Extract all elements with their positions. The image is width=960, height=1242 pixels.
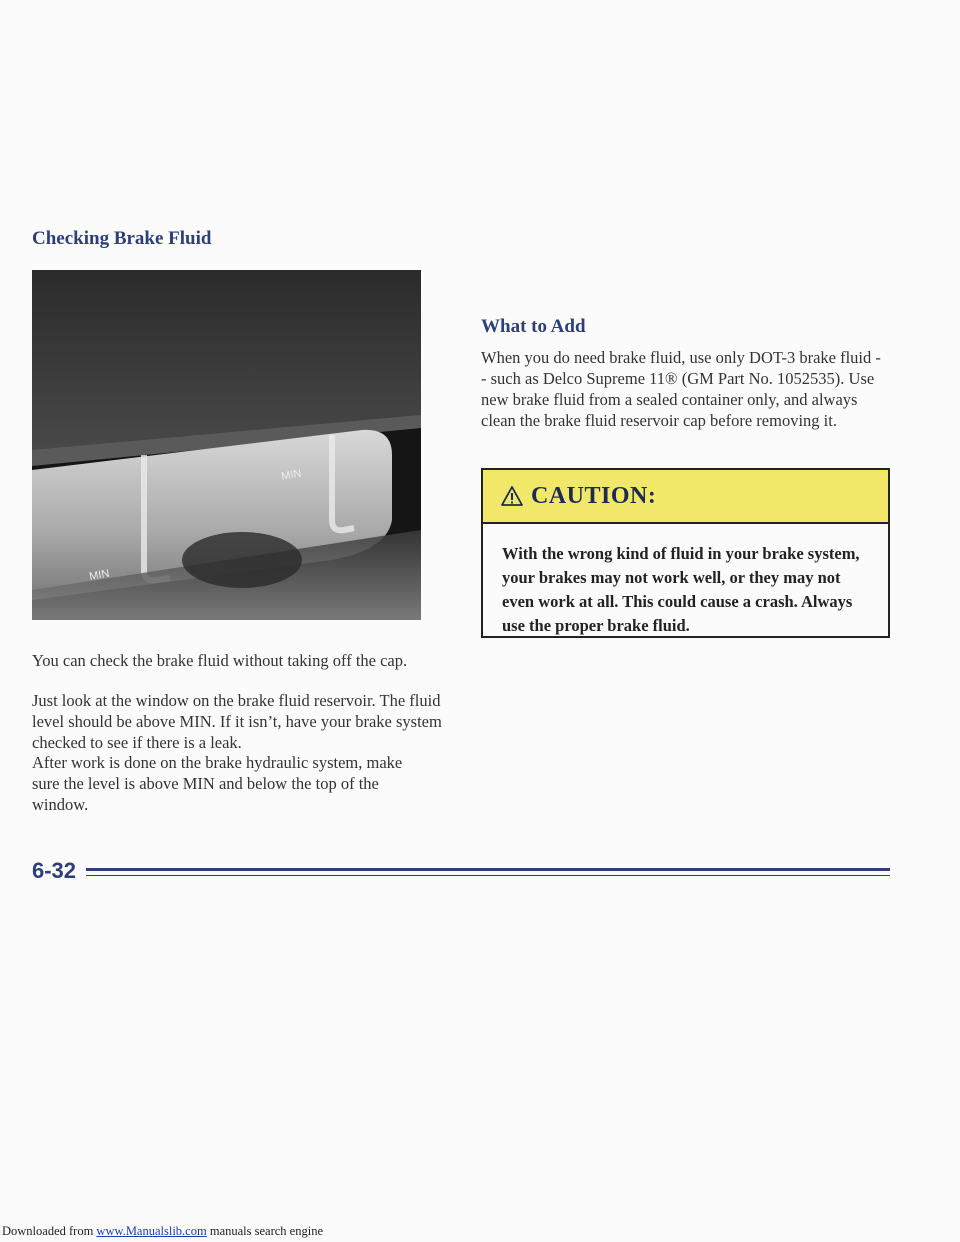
caution-label: CAUTION: (531, 482, 657, 509)
brake-fluid-reservoir-photo (32, 270, 421, 620)
footer-rule-thick (86, 868, 890, 871)
footer-rule-thin (86, 875, 890, 876)
reservoir-illustration (32, 270, 421, 620)
footer-prefix: Downloaded from (2, 1224, 97, 1238)
warning-triangle-icon (501, 486, 523, 506)
paragraph-check-without-cap: You can check the brake fluid without taking off the cap. (32, 651, 408, 670)
caution-header (483, 470, 888, 524)
download-footer (2, 1224, 323, 1239)
min-label-left: MIN (88, 567, 111, 583)
section-heading-what-to-add: What to Add (481, 316, 586, 337)
caution-text: With the wrong kind of fluid in your brake system, your brakes may not work well, or they may not even work at all. This could cause a crash. Always use the proper brake fluid. (502, 544, 860, 635)
section-heading-checking-brake-fluid: Checking Brake Fluid (32, 228, 212, 249)
manualslib-link[interactable]: www.Manualslib.com (96, 1224, 207, 1238)
footer-suffix: manuals search engine (206, 1224, 323, 1238)
paragraph-window-reservoir: Just look at the window on the brake fluid reservoir. The fluid level should be above MIN. If it isn’t, have your brake system checked to see if there is a leak. (32, 691, 442, 752)
caution-box (481, 468, 890, 638)
min-label-right: MIN (280, 467, 303, 483)
paragraph-after-work: After work is done on the brake hydraulic system, make sure the level is above MIN and below the top of the window. (32, 753, 403, 814)
page-number: 6-32 (32, 858, 77, 883)
paragraph-what-to-add: When you do need brake fluid, use only DOT-3 brake fluid -- such as Delco Supreme 11® (GM Part No. 1052535). Use new brake fluid from a sealed container only, and always clean the brake fluid reservoir cap before removing it. (481, 348, 881, 430)
